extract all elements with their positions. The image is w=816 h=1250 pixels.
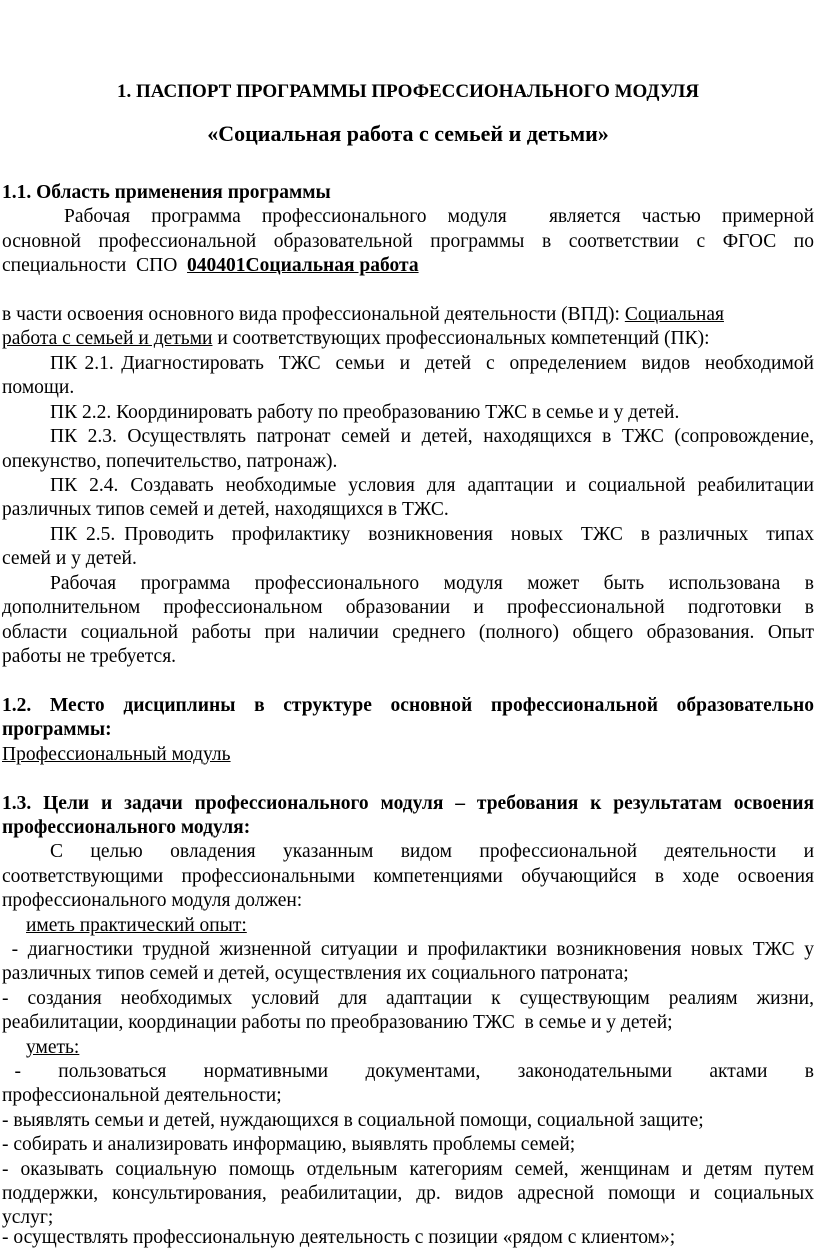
list-item: - пользоваться нормативными документами, законодательными актами в [2, 1061, 814, 1082]
specialty-line [2, 254, 419, 278]
vpd-line [2, 303, 724, 327]
paragraph-line: основной профессиональной образовательной программы в соответствии с ФГОС по [2, 231, 814, 252]
competency-item-cont: помощи. [2, 377, 75, 398]
skills-label: уметь: [26, 1037, 80, 1058]
list-item: - создания необходимых условий для адаптации к существующим реалиям жизни, [2, 988, 814, 1009]
list-item: - выявлять семьи и детей, нуждающихся в социальной помощи, социальной защите; [2, 1110, 704, 1131]
paragraph-line: соответствующими профессиональными компетенциями обучающийся в ходе освоения [2, 866, 814, 887]
section-1-2-text: Профессиональный модуль [2, 744, 231, 765]
vpd-name-cont: работа с семьей и детьми [2, 328, 213, 349]
vpd-line-2 [2, 327, 710, 351]
paragraph-line: работы не требуется. [2, 646, 177, 667]
paragraph-line: профессионального модуля должен: [2, 890, 303, 911]
experience-label: иметь практический опыт: [26, 915, 247, 936]
list-item-cont: различных типов семей и детей, осуществления их социального патроната; [2, 963, 629, 984]
competency-item: ПК 2.2. Координировать работу по преобразованию ТЖС в семье и у детей. [50, 402, 680, 423]
specialty-label: специальности СПО [2, 255, 188, 276]
paragraph-line: области социальной работы при наличии среднего (полного) общего образования. Опыт [2, 622, 814, 643]
section-1-2-heading-cont: программы: [2, 719, 112, 740]
section-1-2-heading: 1.2. Место дисциплины в структуре основной профессиональной образовательно [2, 695, 814, 716]
section-1-3-heading: 1.3. Цели и задачи профессионального модуля – требования к результатам освоения [2, 793, 814, 814]
competency-item: ПК 2.1. Диагностировать ТЖС семьи и детей с определением видов необходимой [50, 353, 814, 374]
specialty-code: 040401Социальная работа [187, 255, 419, 276]
vpd-text-cont: и соответствующих профессиональных компетенций (ПК): [212, 328, 710, 349]
paragraph-line: дополнительном профессиональном образовании и профессиональной подготовки в [2, 597, 814, 618]
paragraph-line: С целью овладения указанным видом профессиональной деятельности и [50, 841, 814, 862]
section-1-1-heading: 1.1. Область применения программы [2, 182, 331, 203]
competency-item-cont: опекунство, попечительство, патронаж). [2, 451, 338, 472]
list-item: - осуществлять профессиональную деятельность с позиции «рядом с клиентом»; [2, 1227, 676, 1248]
list-item-cont: реабилитации, координации работы по преобразованию ТЖС в семье и у детей; [2, 1012, 673, 1033]
paragraph-line: Рабочая программа профессионального модуля может быть использована в [50, 573, 814, 594]
list-item: - оказывать социальную помощь отдельным категориям семей, женщинам и детям путем [2, 1159, 814, 1180]
list-item-cont: поддержки, консультирования, реабилитации, др. видов адресной помощи и социальных [2, 1183, 814, 1204]
vpd-name: Социальная [624, 304, 724, 325]
list-item: - диагностики трудной жизненной ситуации и профилактики возникновения новых ТЖС у [2, 939, 814, 960]
vpd-text: в части освоения основного вида профессиональной деятельности (ВПД): [2, 304, 625, 325]
title-line2: «Социальная работа с семьей и детьми» [207, 121, 609, 146]
competency-item: ПК 2.4. Создавать необходимые условия для адаптации и социальной реабилитации [50, 475, 814, 496]
list-item-cont: услуг; [2, 1207, 54, 1228]
competency-item: ПК 2.5. Проводить профилактику возникновения новых ТЖС в различных типах [50, 524, 814, 545]
competency-item-cont: семей и у детей. [2, 548, 137, 569]
title-line1: 1. ПАСПОРТ ПРОГРАММЫ ПРОФЕССИОНАЛЬНОГО МОДУЛЯ [117, 81, 699, 102]
list-item-cont: профессиональной деятельности; [2, 1085, 282, 1106]
competency-item: ПК 2.3. Осуществлять патронат семей и детей, находящихся в ТЖС (сопровождение, [50, 426, 814, 447]
section-1-3-heading-cont: профессионального модуля: [2, 817, 251, 838]
paragraph-line: Рабочая программа профессионального модуля является частью примерной [64, 206, 814, 227]
list-item: - собирать и анализировать информацию, выявлять проблемы семей; [2, 1134, 576, 1155]
competency-item-cont: различных типов семей и детей, находящихся в ТЖС. [2, 499, 449, 520]
